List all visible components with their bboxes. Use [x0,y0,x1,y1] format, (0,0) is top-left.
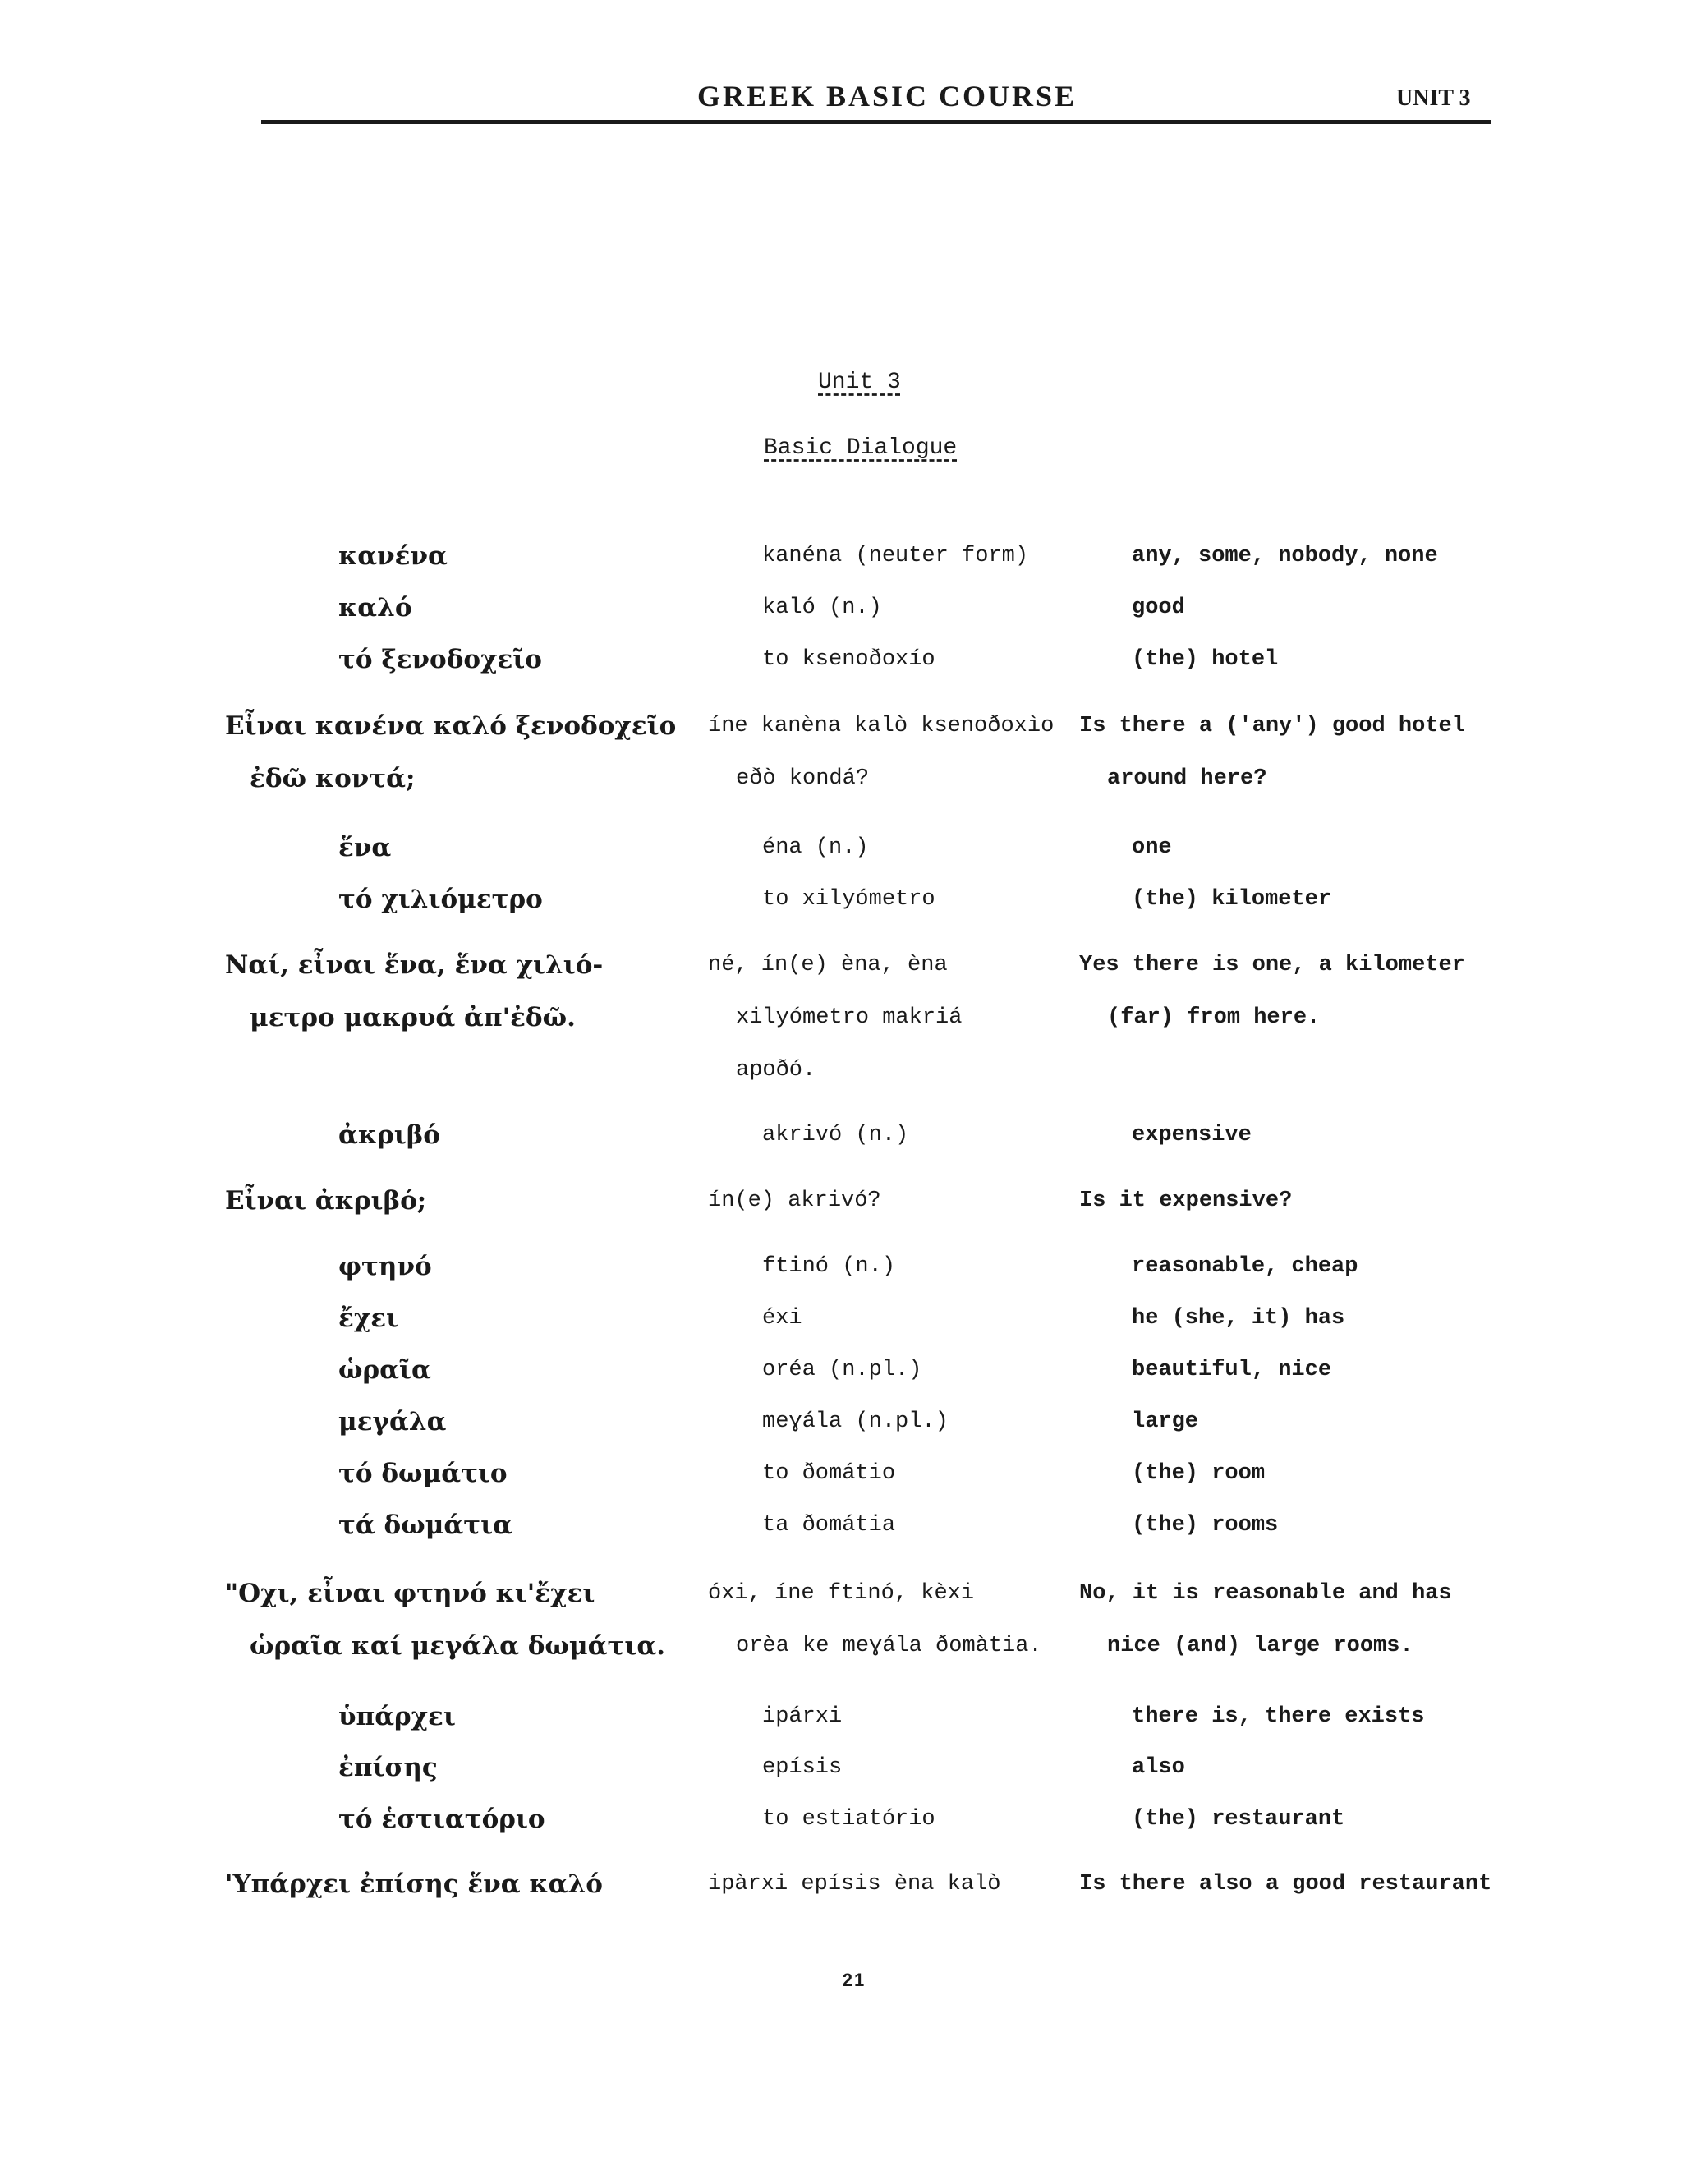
english-text: there is, there exists [1132,1704,1425,1729]
transliteration-text: kaló (n.) [762,595,882,620]
greek-text: ὑπάρχει [338,1702,456,1731]
transliteration-text-continued: eðò kondá? [736,766,870,791]
transliteration-text: epísis [762,1755,843,1780]
greek-text: ἔχει [338,1304,399,1333]
english-text: (the) restaurant [1132,1807,1345,1832]
greek-text: ὡραῖα [338,1355,431,1385]
english-text: Is it expensive? [1079,1189,1293,1213]
greek-text: "Οχι, εἶναι φτηνό κι'ἔχει [225,1579,595,1608]
running-header-unit: UNIT 3 [1396,85,1471,111]
transliteration-text: to ðomátio [762,1461,896,1486]
english-text: Yes there is one, a kilometer [1079,953,1465,977]
english-text: (the) room [1132,1461,1266,1486]
transliteration-text: íne kanèna kalò ksenoðoxìo [708,714,1055,738]
greek-text: ἀκριβό [338,1120,440,1150]
greek-text-continued: μετρο μακρυά ἀπ'ἐδῶ. [250,1003,576,1032]
greek-text: ἐπίσης [338,1753,438,1782]
transliteration-text: éxi [762,1306,802,1331]
transliteration-text: ftinó (n.) [762,1254,896,1279]
english-text: (the) kilometer [1132,887,1332,912]
greek-text-continued: ἐδῶ κοντά; [250,764,416,793]
greek-text: μεγάλα [338,1407,447,1437]
transliteration-text: ta ðomátia [762,1513,896,1538]
greek-text: Ναί, εἶναι ἕνα, ἕνα χιλιό- [225,950,604,980]
transliteration-text-continued: orèa ke meɣála ðomàtia. [736,1634,1042,1658]
greek-text: 'Υπάρχει ἐπίσης ἕνα καλό [225,1869,603,1899]
english-text: Is there a ('any') good hotel [1079,714,1465,738]
english-text: any, some, nobody, none [1132,544,1438,568]
english-text: beautiful, nice [1132,1358,1332,1382]
header-rule [261,120,1491,124]
english-text: one [1132,835,1172,860]
transliteration-text: meɣála (n.pl.) [762,1409,949,1434]
greek-text: κανένα [338,541,448,571]
greek-text: καλό [338,593,412,623]
english-text: No, it is reasonable and has [1079,1581,1452,1606]
page-number: 21 [842,1970,866,1990]
english-text: good [1132,595,1185,620]
transliteration-text-continued: xilyómetro makriá [736,1005,963,1030]
running-header-title: GREEK BASIC COURSE [696,80,1078,113]
unit-heading: Unit 3 [818,370,901,395]
transliteration-text: éna (n.) [762,835,869,860]
transliteration-text: akrivó (n.) [762,1123,909,1147]
transliteration-text: ipárxi [762,1704,843,1729]
greek-text: ἕνα [338,833,392,862]
section-heading: Basic Dialogue [764,435,958,461]
transliteration-text: oréa (n.pl.) [762,1358,922,1382]
transliteration-text: to xilyómetro [762,887,935,912]
transliteration-text-continued: apoðó. [736,1058,816,1083]
english-text-continued: nice (and) large rooms. [1107,1634,1413,1658]
greek-text: Εἶναι κανένα καλό ξενοδοχεῖο [225,711,677,741]
english-text: large [1132,1409,1199,1434]
english-text: he (she, it) has [1132,1306,1345,1331]
greek-text: τό ξενοδοχεῖο [338,645,542,674]
transliteration-text: óxi, íne ftinó, kèxi [708,1581,975,1606]
english-text: (the) hotel [1132,647,1279,672]
greek-text: τό ἑστιατόριο [338,1805,545,1834]
transliteration-text: ín(e) akrivó? [708,1189,881,1213]
english-text: also [1132,1755,1185,1780]
transliteration-text: né, ín(e) èna, èna [708,953,948,977]
transliteration-text: to estiatório [762,1807,935,1832]
english-text-continued: (far) from here. [1107,1005,1321,1030]
greek-text: τό δωμάτιο [338,1459,508,1488]
english-text-continued: around here? [1107,766,1267,791]
english-text: Is there also a good restaurant [1079,1872,1492,1897]
english-text: (the) rooms [1132,1513,1279,1538]
greek-text: τό χιλιόμετρο [338,885,543,914]
transliteration-text: kanéna (neuter form) [762,544,1029,568]
transliteration-text: ipàrxi epísis èna kalò [708,1872,1001,1897]
greek-text: φτηνό [338,1252,432,1281]
english-text: expensive [1132,1123,1252,1147]
english-text: reasonable, cheap [1132,1254,1358,1279]
greek-text-continued: ὡραῖα καί μεγάλα δωμάτια. [250,1631,666,1661]
transliteration-text: to ksenoðoxío [762,647,935,672]
greek-text: τά δωμάτια [338,1510,512,1540]
greek-text: Εἶναι ἀκριβό; [225,1186,427,1216]
